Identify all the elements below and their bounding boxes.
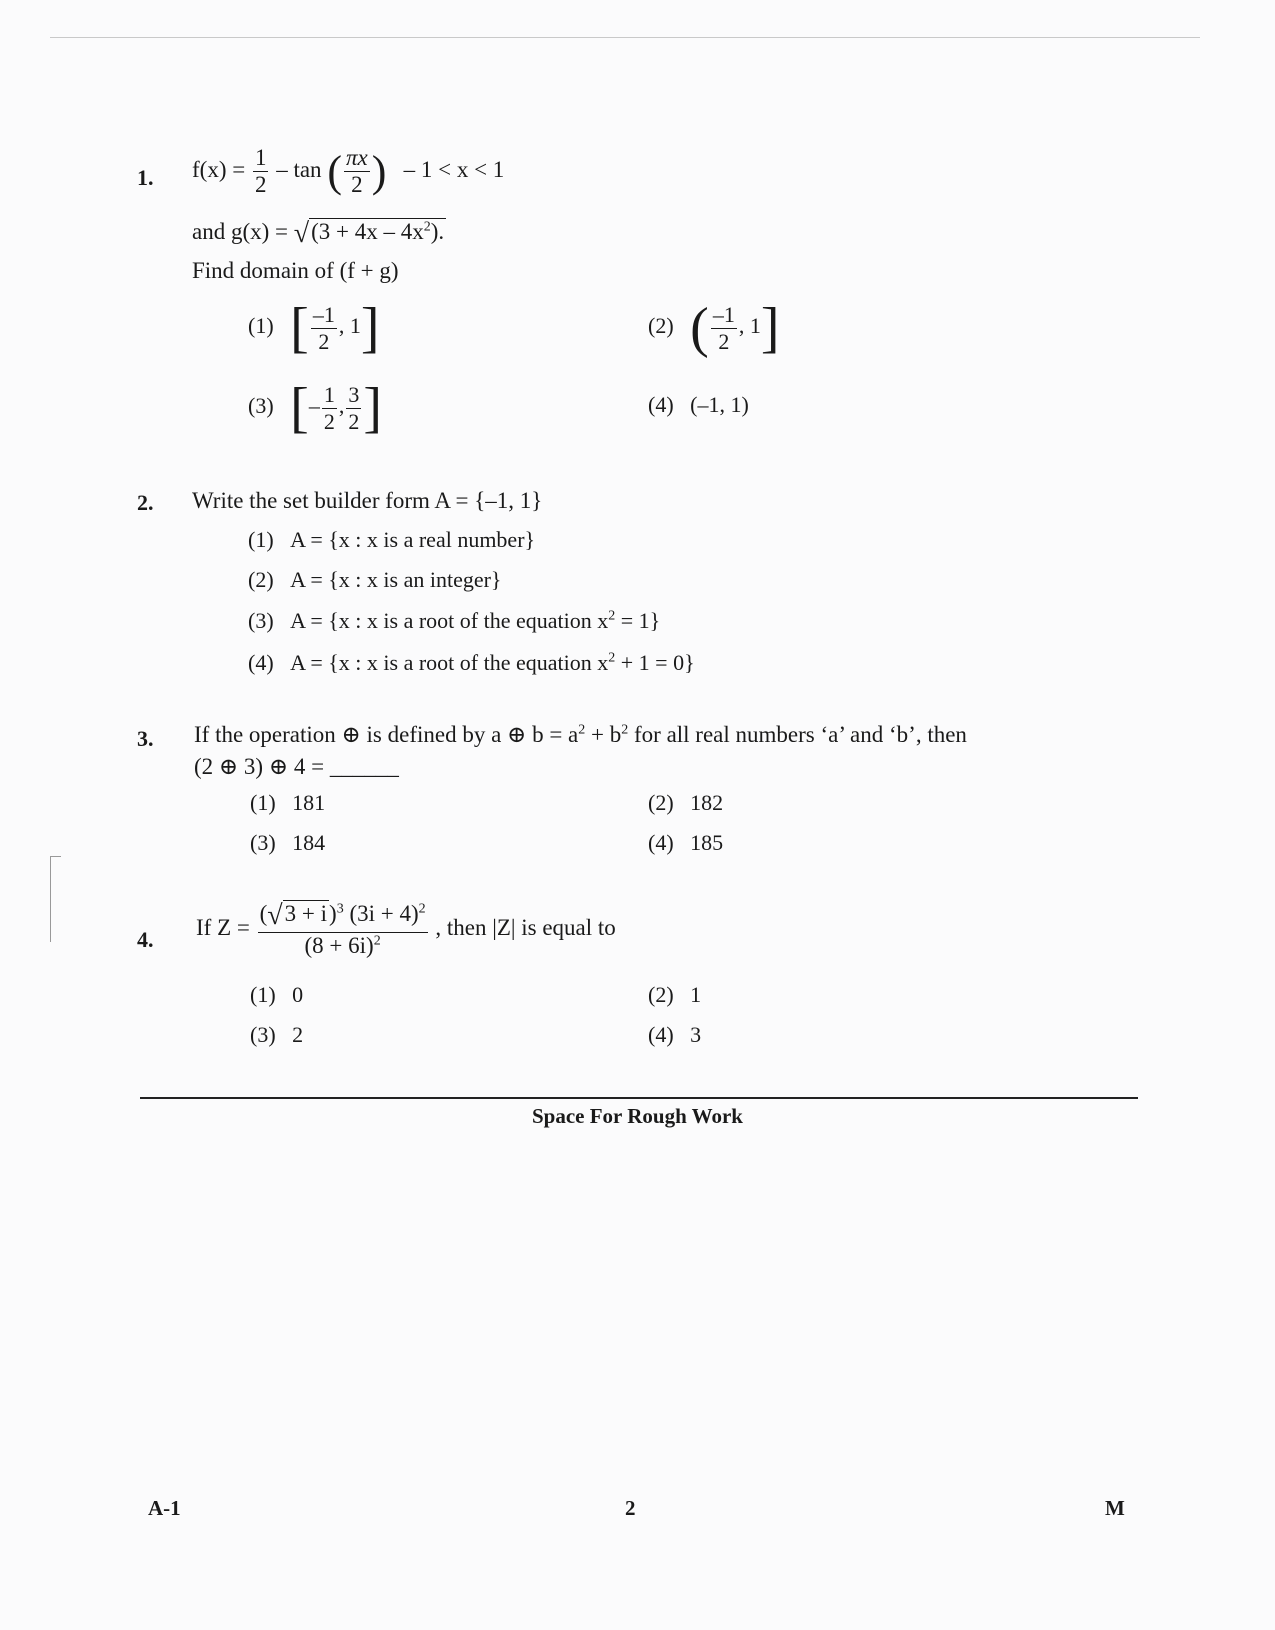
sqrt-icon: √ xyxy=(293,218,310,249)
q2-option-1[interactable] xyxy=(248,527,535,553)
q4-option-3[interactable] xyxy=(250,1022,303,1048)
option-tail: + 1 = 0} xyxy=(615,650,695,675)
q4-option-1[interactable] xyxy=(250,982,303,1008)
q3-stem-c: for all real numbers ‘a’ and ‘b’, then xyxy=(628,722,967,747)
q3-stem-a: If the operation ⊕ is defined by a ⊕ b = a xyxy=(194,722,579,747)
fraction-num: 1 xyxy=(323,382,335,408)
q1-g-lhs: and g(x) = xyxy=(192,219,288,244)
option-fraction xyxy=(311,302,337,354)
q4-suffix: , then |Z| is equal to xyxy=(435,915,616,941)
fraction-den: 2 xyxy=(348,408,360,434)
option-label: (3) xyxy=(248,608,274,633)
q1-g-radicand xyxy=(309,218,446,245)
q1-f-definition xyxy=(192,145,504,199)
option-text: A = {x : x is a root of the equation x xyxy=(290,650,609,675)
option-label: (1) xyxy=(248,313,274,339)
q4-numerator: $(√3 + i)^3$ $(3i + 4)^2$ xyxy=(258,900,428,933)
q1-option-1[interactable] xyxy=(248,297,380,359)
q1-stem: Find domain of (f + g) xyxy=(192,258,399,283)
rough-work-heading: Space For Rough Work xyxy=(531,1104,743,1128)
q3-stem xyxy=(194,722,1140,748)
q1-option-3[interactable]: (3) [– $\frac{1}{2}$ , $\frac{3}{2}$ ] xyxy=(248,377,382,439)
q1-half-num: 1 xyxy=(253,145,269,172)
bracket-close: ] xyxy=(360,297,380,359)
footer-booklet-code: A-1 xyxy=(148,1496,181,1520)
option-text: 182 xyxy=(690,790,724,815)
option-text: 184 xyxy=(292,830,326,855)
q1-g-suffix: ). xyxy=(430,219,445,244)
q2-option-3[interactable] xyxy=(248,608,660,634)
rough-work-divider xyxy=(140,1097,1138,1099)
q4-number: 4. xyxy=(137,927,154,952)
q1-g-definition xyxy=(192,218,446,250)
q1-f-lhs: f(x) = xyxy=(192,157,246,183)
fraction-den: 2 xyxy=(323,408,335,434)
q1-number: 1. xyxy=(137,165,154,190)
option-label: (2) xyxy=(648,313,674,339)
bracket-close: ] xyxy=(760,297,780,359)
option-label: (2) xyxy=(648,790,674,815)
option-sup: 2 xyxy=(608,608,616,624)
q3-sup2: 2 xyxy=(621,722,629,738)
q4-stem xyxy=(196,900,616,960)
option-label: (1) xyxy=(248,527,274,552)
q4-option-2[interactable] xyxy=(648,982,701,1008)
q4-num-rest: ) xyxy=(329,901,337,926)
option-label: (3) xyxy=(250,1022,276,1047)
fraction-den: 2 xyxy=(318,328,330,354)
option-label: (1) xyxy=(250,790,276,815)
footer-page-number: 2 xyxy=(625,1496,636,1520)
q4-fraction xyxy=(258,900,428,960)
option-label: (4) xyxy=(648,1022,674,1047)
margin-mark xyxy=(50,856,61,942)
q4-den: (8 + 6i) xyxy=(304,933,374,959)
option-text: A = {x : x is a real number} xyxy=(290,527,536,552)
sqrt-icon: √ xyxy=(267,900,283,931)
q4-radicand: 3 + i xyxy=(284,901,328,926)
q1-option-2[interactable] xyxy=(648,297,780,359)
q2-option-4[interactable] xyxy=(248,650,695,676)
footer-subject-code: M xyxy=(1105,1496,1125,1520)
q3-option-3[interactable] xyxy=(250,830,325,856)
q3-stem-line2: (2 ⊕ 3) ⊕ 4 = ______ xyxy=(194,754,399,779)
option-label: (1) xyxy=(250,982,276,1007)
option-label: (4) xyxy=(648,830,674,855)
bracket-open: ( xyxy=(690,297,709,359)
option-label: (2) xyxy=(648,982,674,1007)
q1-option-4[interactable] xyxy=(648,392,749,418)
q2-number: 2. xyxy=(137,490,154,515)
option-text: (–1, 1) xyxy=(690,392,749,417)
q1-g-sup: 2 xyxy=(423,219,431,235)
q1-g-radicand-text: (3 + 4x – 4x xyxy=(311,219,424,244)
option-label: (4) xyxy=(648,392,674,417)
q1-pix-num: πx xyxy=(344,145,370,172)
option-tail: , 1 xyxy=(338,313,361,339)
option-tail: = 1} xyxy=(615,608,661,633)
fraction-num: –1 xyxy=(712,302,735,328)
option-sup: 2 xyxy=(608,650,616,666)
q4-num-mid: (3i + 4) xyxy=(343,901,419,926)
q4-option-4[interactable] xyxy=(648,1022,701,1048)
option-text: 181 xyxy=(292,790,326,815)
q1-range: – 1 < x < 1 xyxy=(403,157,505,183)
q1-half-den: 2 xyxy=(254,172,267,198)
q4-sup2: 2 xyxy=(418,901,426,917)
option-text: A = {x : x is an integer} xyxy=(290,567,502,592)
q4-prefix: If Z = xyxy=(196,915,250,941)
fraction-num: 3 xyxy=(348,382,360,408)
q2-option-2[interactable] xyxy=(248,567,502,593)
option-fraction xyxy=(322,382,337,434)
q3-number: 3. xyxy=(137,726,154,751)
option-tail: , 1 xyxy=(738,313,761,339)
option-text: A = {x : x is a root of the equation x xyxy=(290,608,609,633)
q3-option-4[interactable] xyxy=(648,830,723,856)
q1-half-fraction xyxy=(253,145,269,199)
option-fraction xyxy=(711,302,737,354)
option-text: 0 xyxy=(292,982,304,1007)
option-label: (3) xyxy=(248,393,274,419)
q4-sup1: 3 xyxy=(336,901,344,917)
option-text: 3 xyxy=(690,1022,702,1047)
q3-stem-b: + b xyxy=(585,722,622,747)
option-text: 2 xyxy=(292,1022,304,1047)
q4-den-sup: 2 xyxy=(373,933,381,949)
option-minus: – xyxy=(308,393,320,419)
q1-paren-open: ( xyxy=(327,146,342,196)
q3-option-2[interactable] xyxy=(648,790,723,816)
q1-pix-fraction xyxy=(344,145,370,199)
bracket-close: ] xyxy=(363,377,382,439)
bracket-open: [ xyxy=(290,377,309,439)
q2-stem: Write the set builder form A = {–1, 1} xyxy=(192,488,543,513)
fraction-num: –1 xyxy=(312,302,335,328)
q1-tan: – tan xyxy=(276,157,322,183)
fraction-den: 2 xyxy=(718,328,730,354)
top-rule xyxy=(50,37,1200,38)
option-label: (3) xyxy=(250,830,276,855)
q3-option-1[interactable] xyxy=(250,790,325,816)
option-label: (2) xyxy=(248,567,274,592)
q1-pix-den: 2 xyxy=(351,172,363,198)
option-label: (4) xyxy=(248,650,274,675)
bracket-open: [ xyxy=(290,297,309,359)
option-text: 185 xyxy=(690,830,724,855)
option-text: 1 xyxy=(690,982,702,1007)
option-fraction xyxy=(346,382,361,434)
q4-denominator xyxy=(258,933,428,959)
q1-paren-close: ) xyxy=(371,146,387,196)
q3-sup1: 2 xyxy=(578,722,586,738)
